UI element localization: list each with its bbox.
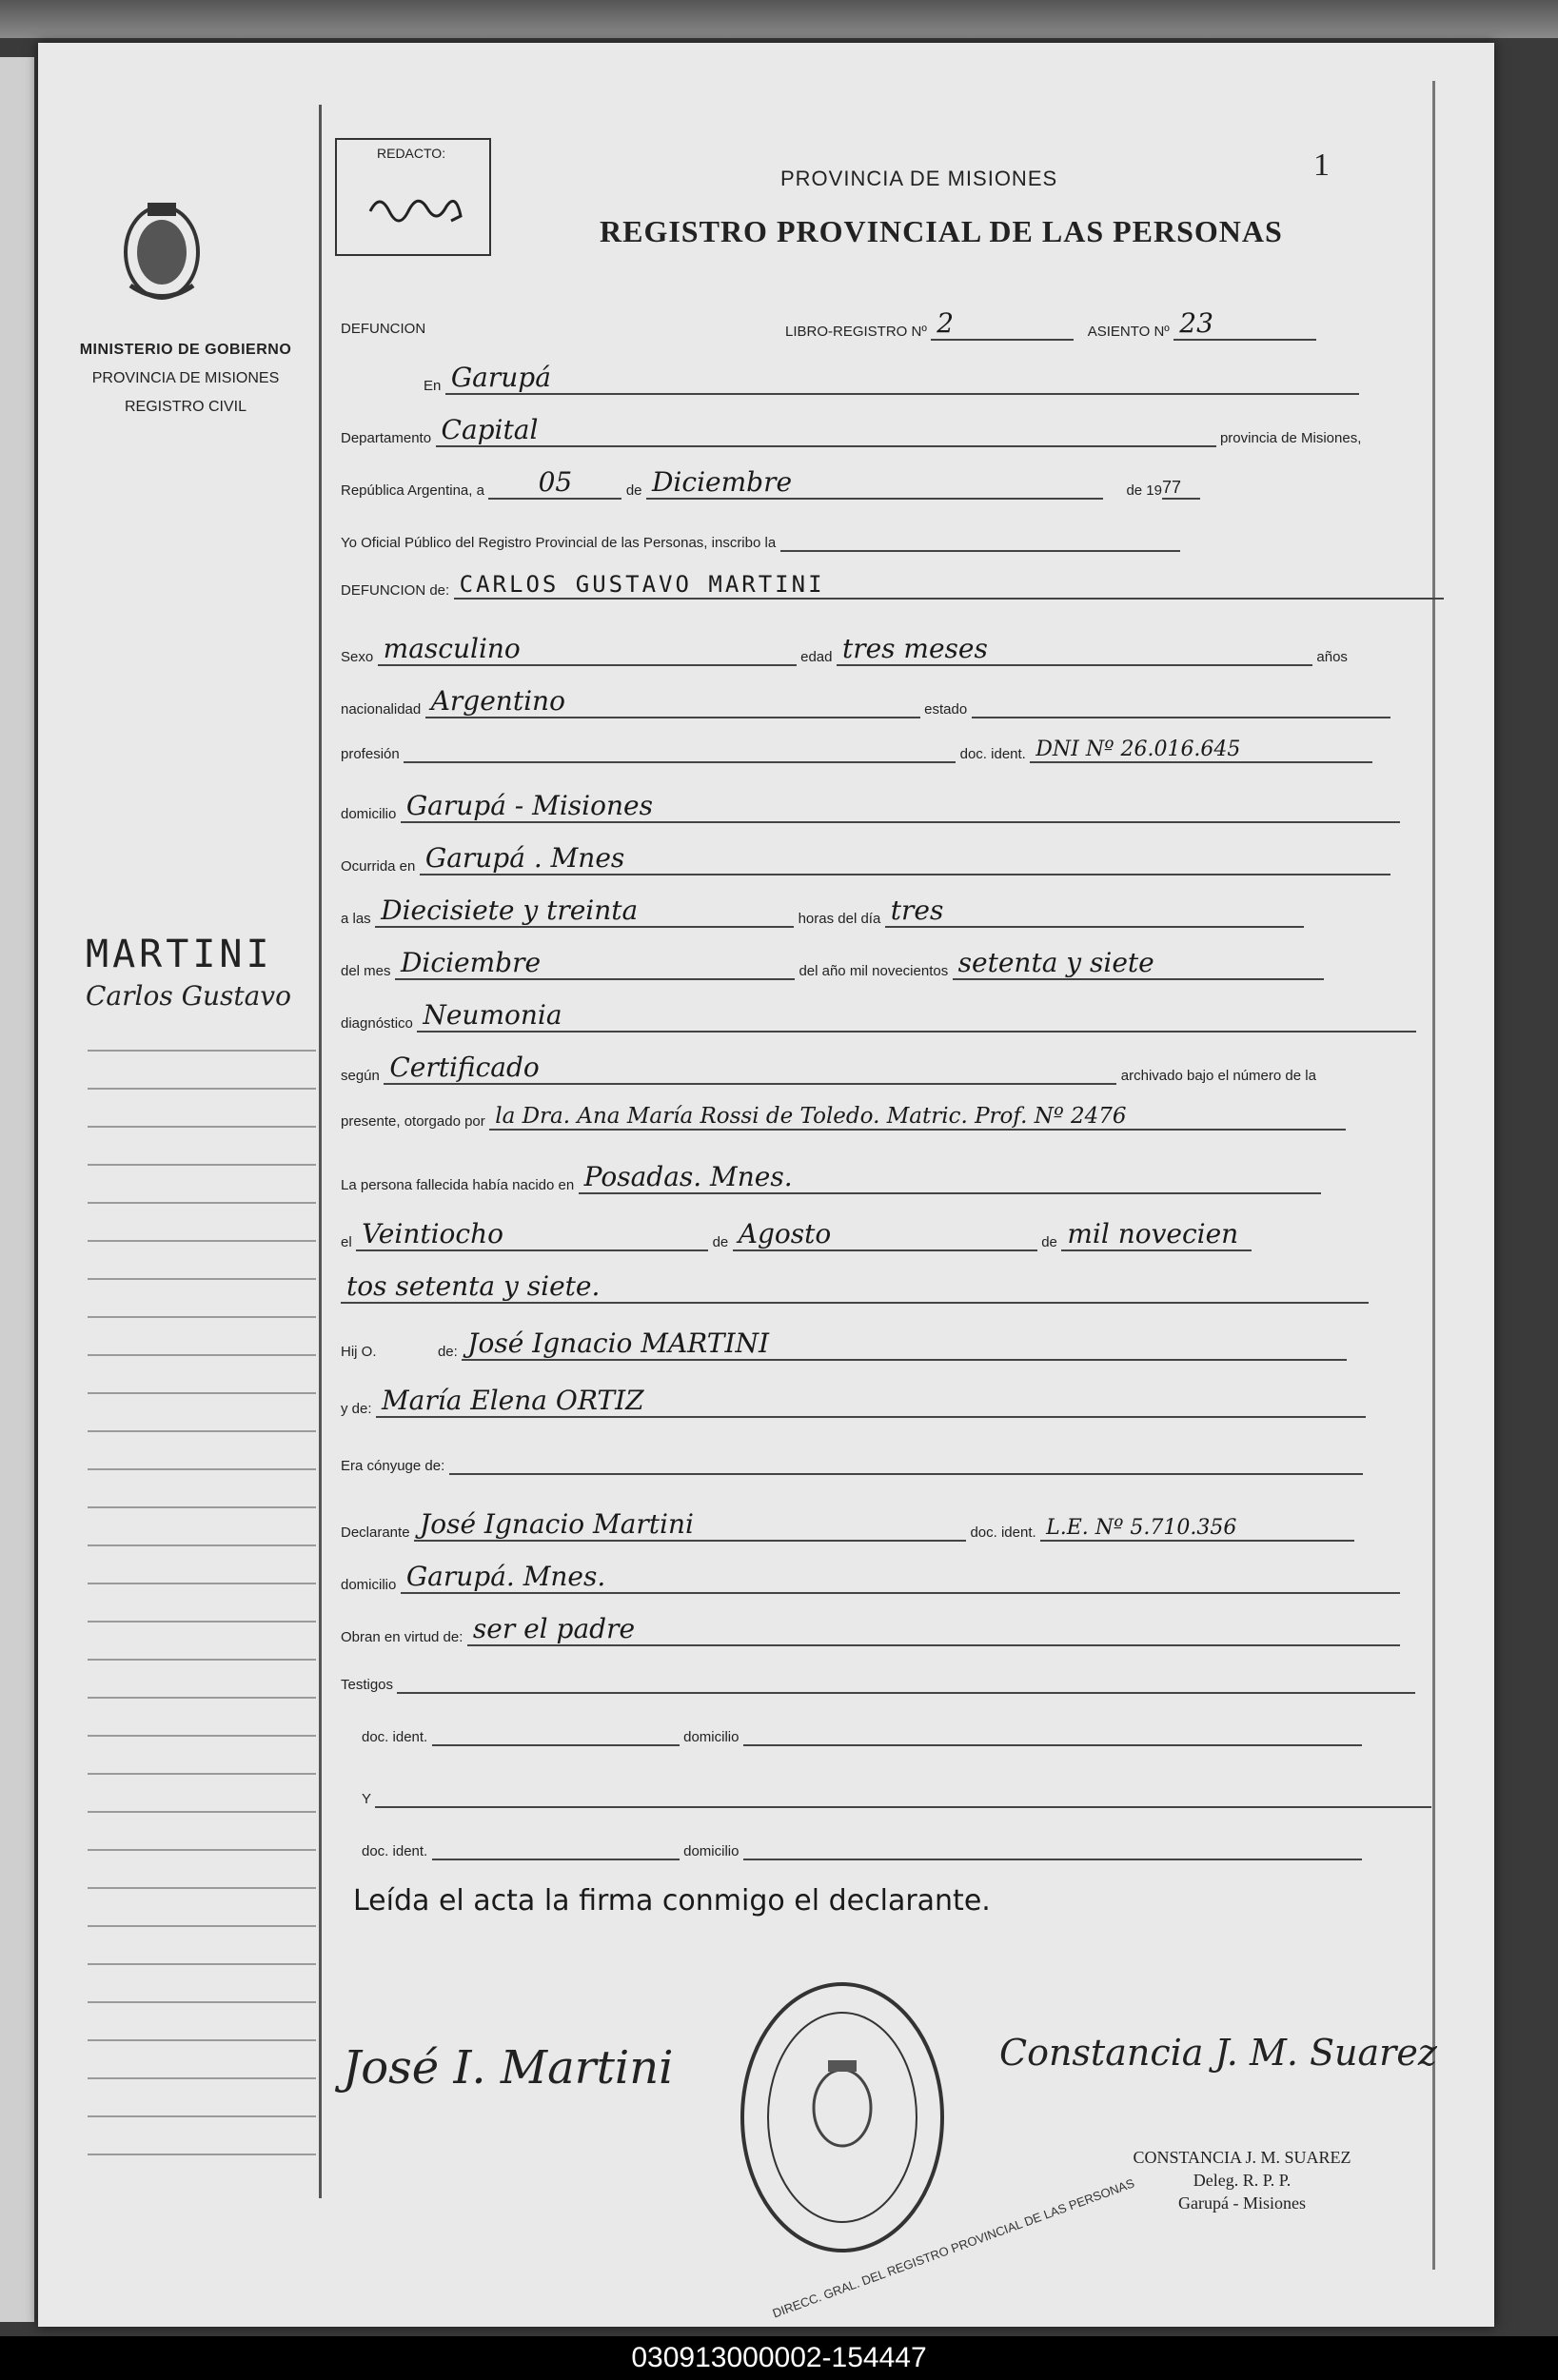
- domicilio-value: Garupá - Misiones: [405, 790, 653, 821]
- register-page: [38, 43, 1494, 2327]
- year-label: de 19: [1126, 482, 1162, 499]
- registry-title: REGISTRO PROVINCIAL DE LAS PERSONAS: [600, 214, 1283, 248]
- official-signature: [999, 2032, 1437, 2074]
- row-testigos: [341, 1675, 1415, 1694]
- testigos-label: Testigos: [341, 1677, 394, 1693]
- t-dom-label: domicilio: [683, 1729, 740, 1745]
- departamento-label: Departamento: [341, 430, 432, 446]
- row-nac-fecha: [341, 1218, 1252, 1251]
- row-segun: [341, 1052, 1316, 1085]
- nac-mes-value: Agosto: [738, 1218, 832, 1249]
- ministry-header: [57, 336, 314, 422]
- otorgado-value: la Dra. Ana María Rossi de Toledo. Matric. Prof. Nº 2476: [495, 1104, 1127, 1129]
- hora-value: Diecisiete y treinta: [381, 895, 639, 926]
- page-number: 1: [1313, 148, 1330, 183]
- libro-label: LIBRO-REGISTRO Nº: [785, 324, 927, 340]
- defuncion-de-label: DEFUNCION de:: [341, 582, 450, 599]
- anos-label: años: [1316, 649, 1348, 665]
- redacto-box: [335, 138, 491, 256]
- row-testigo1-doc: [362, 1727, 1362, 1746]
- const-line-3: Garupá - Misiones: [1178, 2193, 1306, 2213]
- right-signature: Constancia J. M. Suarez: [999, 2032, 1437, 2074]
- scan-top-edge: [0, 0, 1558, 38]
- en-value: Garupá: [450, 362, 551, 393]
- margin-note: [86, 933, 343, 1012]
- row-sexo: [341, 633, 1348, 666]
- departamento-value: Capital: [441, 414, 539, 445]
- decl-doc-value: L.E. Nº 5.710.356: [1046, 1516, 1237, 1540]
- row-obran: [341, 1613, 1400, 1646]
- row-defuncion-de: [341, 571, 1444, 600]
- row-mes: [341, 947, 1324, 980]
- leida-text: Leída el acta la firma conmigo el declarante.: [353, 1884, 991, 1918]
- decl-doc-label: doc. ident.: [970, 1524, 1036, 1541]
- row-profesion: [341, 738, 1372, 763]
- redacto-initials-icon: [365, 187, 470, 226]
- nac-de2-label: de: [1041, 1234, 1057, 1250]
- segun-label: según: [341, 1068, 380, 1084]
- left-signature: José I. Martini: [343, 2041, 674, 2095]
- row-testigo2-doc: [362, 1841, 1362, 1860]
- ministry-line-2: PROVINCIA DE MISIONES: [91, 370, 280, 386]
- conyuge-label: Era cónyuge de:: [341, 1458, 445, 1474]
- obran-label: Obran en virtud de:: [341, 1629, 463, 1645]
- row-ocurrida: [341, 842, 1390, 875]
- ministry-line-3: REGISTRO CIVIL: [124, 399, 247, 415]
- hijo-de-label: de:: [437, 1344, 458, 1360]
- nac-anio-cont: tos setenta y siete.: [346, 1270, 601, 1302]
- presente-label: presente, otorgado por: [341, 1113, 485, 1130]
- margin-divider: [319, 105, 322, 2198]
- nacido-label: La persona fallecida había nacido en: [341, 1177, 575, 1193]
- row-nac-cont: [341, 1270, 1369, 1304]
- official-block: [1090, 2146, 1394, 2214]
- y-label: Y: [362, 1791, 372, 1807]
- declarant-signature: [343, 2041, 674, 2095]
- row-hijo: [341, 1328, 1347, 1361]
- nac-anio-value: mil novecien: [1067, 1218, 1239, 1249]
- deceased-name: CARLOS GUSTAVO MARTINI: [459, 571, 825, 598]
- t2-dom-label: domicilio: [683, 1843, 740, 1859]
- archivado-label: archivado bajo el número de la: [1120, 1068, 1316, 1084]
- mes-value: Diciembre: [400, 947, 542, 978]
- stamp-text: DIRECC. GRAL. DEL REGISTRO PROVINCIAL DE LAS PERSONAS: [770, 2175, 1136, 2321]
- row-declarante: [341, 1508, 1354, 1542]
- asiento-label: ASIENTO Nº: [1087, 324, 1170, 340]
- row-conyuge: [341, 1456, 1363, 1475]
- row-fecha: [341, 466, 1200, 500]
- t-doc-label: doc. ident.: [362, 1729, 428, 1745]
- month-value: Diciembre: [651, 466, 793, 498]
- padre-value: José Ignacio MARTINI: [467, 1328, 770, 1359]
- sexo-value: masculino: [383, 633, 521, 664]
- provincia-suffix: provincia de Misiones,: [1219, 430, 1362, 446]
- left-page-edge: [0, 57, 34, 2322]
- diagnostico-label: diagnóstico: [341, 1015, 413, 1032]
- de-label: de: [625, 482, 642, 499]
- nac-dia-value: Veintiocho: [362, 1218, 503, 1249]
- ministry-line-1: MINISTERIO DE GOBIERNO: [79, 342, 292, 358]
- coat-of-arms-icon: [119, 195, 205, 309]
- domicilio-label: domicilio: [341, 806, 397, 822]
- edad-label: edad: [800, 649, 833, 665]
- estado-label: estado: [924, 701, 968, 718]
- doc-ident-label: doc. ident.: [959, 746, 1026, 762]
- year-value: 77: [1161, 478, 1182, 497]
- anio-value: setenta y siete: [957, 947, 1154, 978]
- row-hora: [341, 895, 1304, 928]
- margin-ruled-lines: [88, 1013, 316, 2155]
- hijo-label: Hij O.: [341, 1344, 377, 1360]
- nacido-value: Posadas. Mnes.: [583, 1161, 793, 1192]
- row-decl-domicilio: [341, 1561, 1400, 1594]
- row-nacido: [341, 1161, 1321, 1194]
- defuncion-label: DEFUNCION: [341, 321, 426, 337]
- row-oficial: [341, 533, 1180, 552]
- t2-doc-label: doc. ident.: [362, 1843, 428, 1859]
- nacionalidad-value: Argentino: [430, 685, 565, 717]
- row-nacionalidad: [341, 685, 1390, 718]
- row-y: [362, 1789, 1431, 1808]
- republica-label: República Argentina, a: [341, 482, 484, 499]
- document-id: 030913000002-154447: [631, 2342, 927, 2373]
- nacionalidad-label: nacionalidad: [341, 701, 422, 718]
- declarante-value: José Ignacio Martini: [420, 1508, 694, 1540]
- profesion-label: profesión: [341, 746, 400, 762]
- document-id-bar: [0, 2336, 1558, 2380]
- row-en: [424, 362, 1359, 395]
- libro-value: 2: [937, 307, 955, 339]
- redacto-label: REDACTO:: [377, 146, 446, 161]
- const-line-1: CONSTANCIA J. M. SUAREZ: [1133, 2148, 1351, 2167]
- nac-de-label: de: [712, 1234, 729, 1250]
- declarante-label: Declarante: [341, 1524, 410, 1541]
- ocurrida-label: Ocurrida en: [341, 858, 416, 875]
- row-departamento: [341, 414, 1361, 447]
- oficial-text: Yo Oficial Público del Registro Provincial de las Personas, inscribo la: [341, 535, 777, 551]
- row-otorgado: [341, 1104, 1346, 1131]
- row-madre: [341, 1385, 1366, 1418]
- row-type: [341, 321, 425, 338]
- row-leida: [347, 1884, 996, 1918]
- day-value: 05: [538, 466, 573, 498]
- sexo-label: Sexo: [341, 649, 374, 665]
- a-las-label: a las: [341, 911, 371, 927]
- obran-value: ser el padre: [472, 1613, 636, 1644]
- anio-label: del año mil novecientos: [799, 963, 949, 979]
- ocurrida-value: Garupá . Mnes: [424, 842, 625, 874]
- doc-ident-value: DNI Nº 26.016.645: [1035, 738, 1241, 761]
- madre-value: María Elena ORTIZ: [381, 1385, 644, 1416]
- row-domicilio: [341, 790, 1400, 823]
- official-stamp-icon: [733, 1975, 952, 2260]
- margin-surname: MARTINI: [86, 933, 273, 976]
- margin-given-name: Carlos Gustavo: [86, 980, 291, 1012]
- right-border: [1432, 81, 1435, 2270]
- horas-label: horas del día: [798, 911, 881, 927]
- el-label: el: [341, 1234, 352, 1250]
- const-line-2: Deleg. R. P. P.: [1193, 2171, 1292, 2190]
- province-title: PROVINCIA DE MISIONES: [780, 167, 1058, 190]
- dia-value: tres: [890, 895, 944, 926]
- row-libro: [785, 307, 1316, 341]
- del-mes-label: del mes: [341, 963, 391, 979]
- diagnostico-value: Neumonia: [423, 999, 562, 1031]
- edad-value: tres meses: [841, 633, 988, 664]
- segun-value: Certificado: [389, 1052, 540, 1083]
- asiento-value: 23: [1179, 307, 1213, 339]
- en-label: En: [424, 378, 442, 394]
- decl-dom-label: domicilio: [341, 1577, 397, 1593]
- y-de-label: y de:: [341, 1401, 372, 1417]
- decl-dom-value: Garupá. Mnes.: [405, 1561, 606, 1592]
- row-diagnostico: [341, 999, 1416, 1033]
